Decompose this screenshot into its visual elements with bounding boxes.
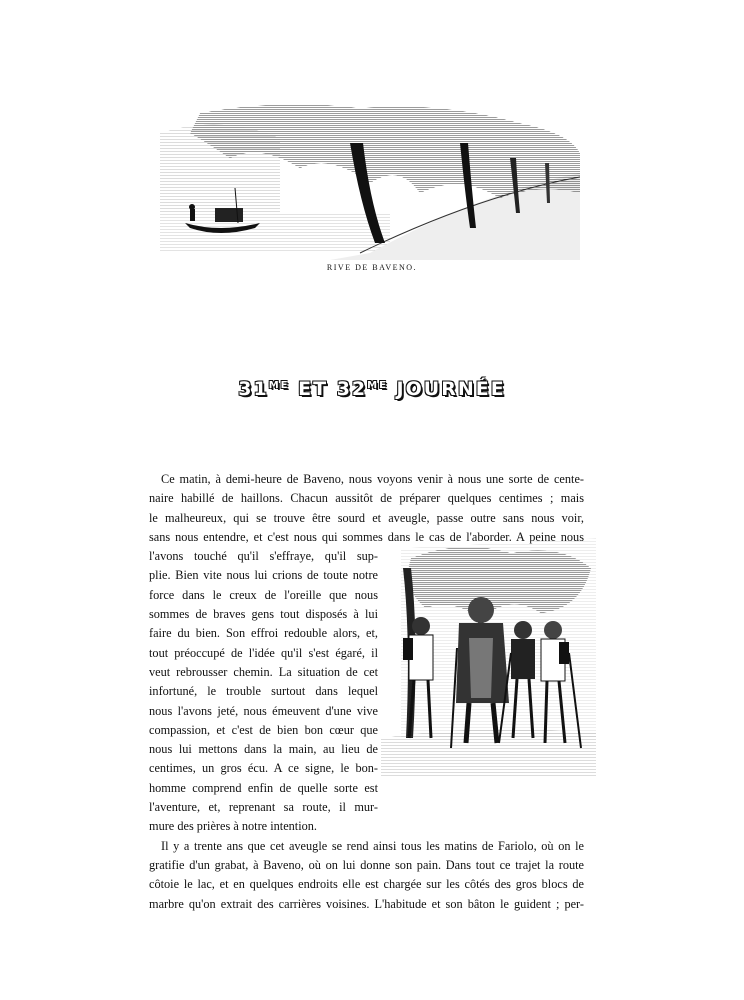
text-line: le malheureux, qui se trouve être sourd et aveugle, passe outre sans nous voir, bbox=[149, 510, 584, 525]
text-line: centimes, un gros écu. A ce signe, le bon- bbox=[149, 761, 378, 776]
text-line: sans nous entendre, et c'est nous qui sommes dans le cas de l'aborder. A peine nous bbox=[149, 529, 584, 544]
text-line: sommes de braves gens tout disposés à lui bbox=[149, 607, 378, 622]
text-line: infortuné, le trouble surtout dans lequel bbox=[149, 684, 378, 699]
title-superscript-2: ME bbox=[367, 380, 388, 391]
text-line: nous lui mettons dans la main, au lieu de bbox=[149, 742, 378, 757]
title-middle: ET 32 bbox=[289, 378, 368, 400]
text-line: plie. Bien vite nous lui crions de toute notre bbox=[149, 568, 378, 583]
title-prefix: 31 bbox=[238, 378, 269, 400]
paragraph-2 bbox=[149, 837, 584, 914]
text-line: faire du bien. Son effroi redouble alors, et, bbox=[149, 626, 378, 641]
text-line: naire habillé de haillons. Chacun aussitôt de préparer quelques centimes ; mais bbox=[149, 491, 584, 506]
text-line: veut rebrousser chemin. La situation de cet bbox=[149, 664, 378, 679]
text-line: force dans le creux de l'oreille que nous bbox=[149, 587, 378, 602]
blind-man-engraving bbox=[381, 538, 596, 778]
text-line: gratifie d'un grabat, à Baveno, où on lui donne son pain. Dans tout ce trajet la route bbox=[149, 857, 584, 872]
text-line: homme comprend enfin de quelle sorte est bbox=[149, 780, 378, 795]
title-suffix: JOURNÉE bbox=[387, 378, 506, 400]
text-line: l'aventure, et, reprenant sa route, il mur- bbox=[149, 800, 378, 815]
lakeshore-engraving bbox=[160, 103, 580, 260]
text-line: tout préoccupé de l'idée qu'il s'est égaré, il bbox=[149, 645, 378, 660]
text-line: Il y a trente ans que cet aveugle se rend ainsi tous les matins de Fariolo, où on le bbox=[161, 838, 584, 853]
title-superscript-1: ME bbox=[268, 380, 290, 391]
text-line: compassion, et c'est de bien bon cœur que bbox=[149, 722, 378, 737]
text-line: marbre qu'on extrait des carrières voisines. L'habitude et son bâton le guident ; per- bbox=[149, 896, 584, 911]
text-line: mure des prières à notre intention. bbox=[149, 819, 318, 834]
illustration-caption: RIVE DE BAVENO. bbox=[326, 263, 418, 272]
text-line: l'avons touché qu'il s'effraye, qu'il sup- bbox=[149, 549, 378, 564]
text-line: côtoie le lac, et en quelques endroits elle est chargée sur les côtés des gros blocs de bbox=[149, 877, 584, 892]
text-line: nous l'avons jeté, nous émeuvent d'une vive bbox=[149, 703, 378, 718]
text-line: Ce matin, à demi-heure de Baveno, nous voyons venir à nous une sorte de cente- bbox=[161, 472, 584, 486]
chapter-title bbox=[0, 378, 744, 400]
